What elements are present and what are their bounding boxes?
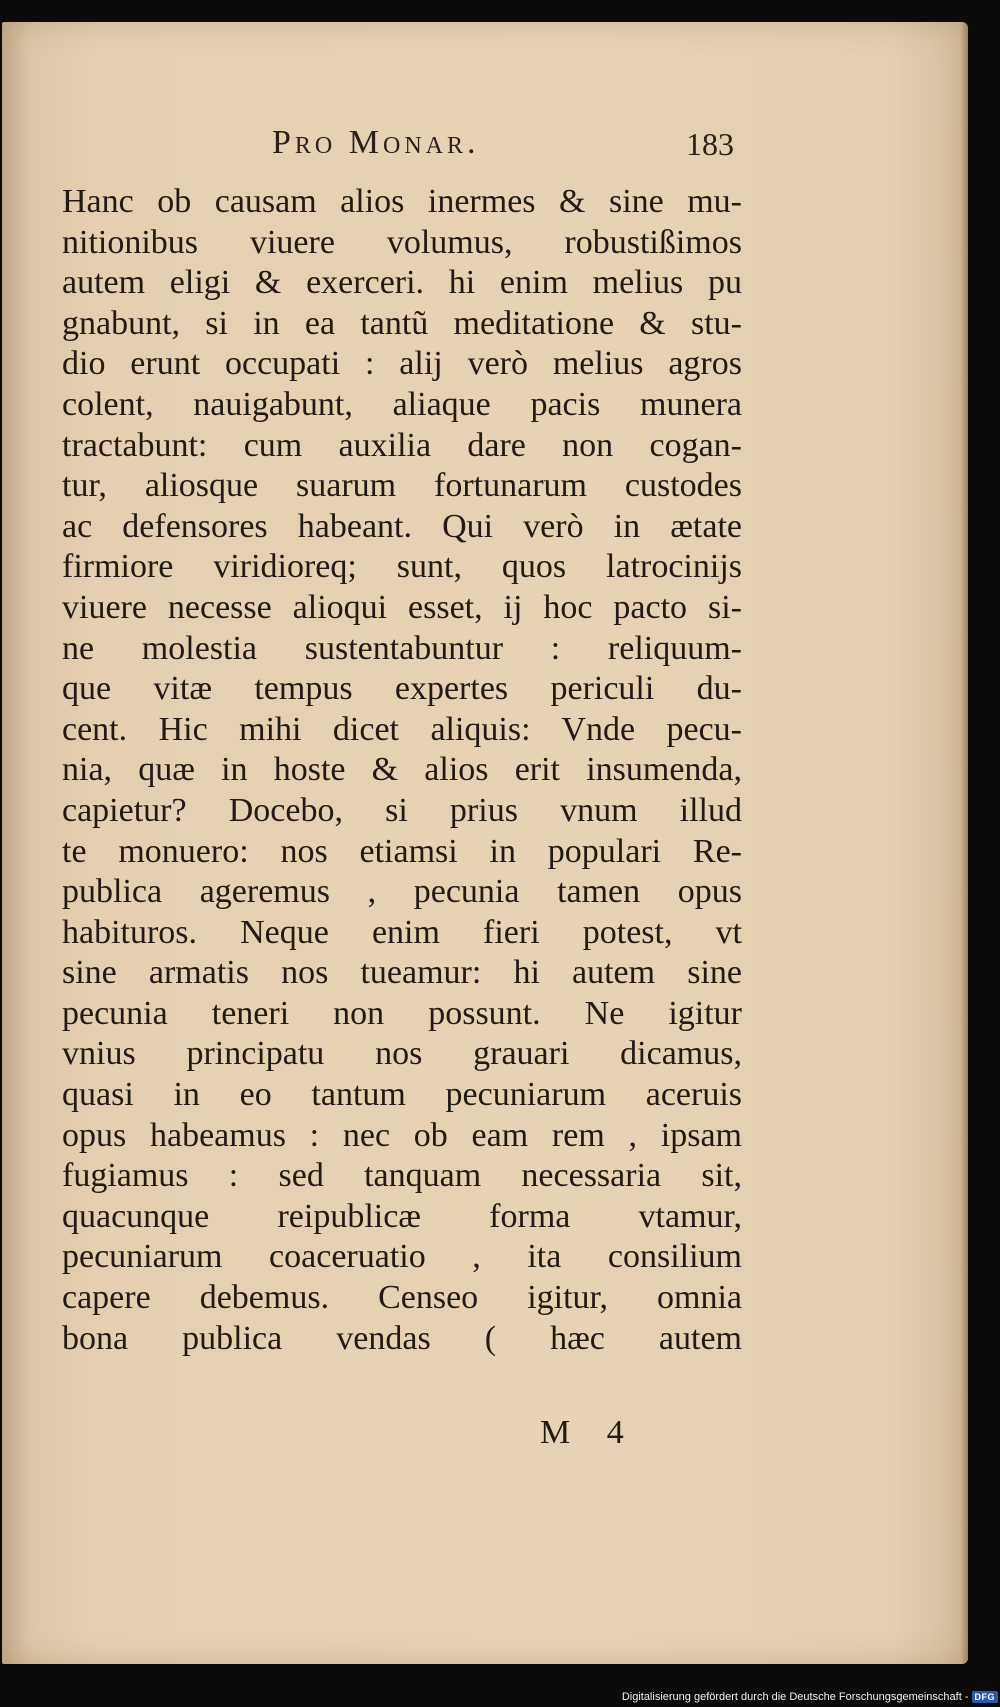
text-line: tractabunt: cum auxilia dare non cogan- bbox=[62, 426, 742, 464]
credit-text: Digitalisierung gefördert durch die Deutsche Forschungsgemeinschaft - bbox=[621, 1691, 969, 1703]
text-line: pecuniarum coaceruatio , ita consilium bbox=[62, 1238, 742, 1276]
body-text bbox=[62, 182, 742, 1359]
text-line: que vitæ tempus expertes periculi du- bbox=[62, 670, 742, 708]
text-line: sine armatis nos tueamur: hi autem sine bbox=[62, 954, 742, 992]
text-line: nitionibus viuere volumus, robustißimos bbox=[62, 223, 742, 261]
text-line: pecunia teneri non possunt. Ne igitur bbox=[62, 994, 742, 1032]
text-line: autem eligi & exerceri. hi enim melius pu bbox=[62, 264, 742, 302]
text-line: quasi in eo tantum pecuniarum aceruis bbox=[62, 1076, 742, 1114]
text-line: nia, quæ in hoste & alios erit insumenda, bbox=[62, 751, 742, 789]
text-line: gnabunt, si in ea tantũ meditatione & stu- bbox=[62, 304, 742, 342]
text-line: bona publica vendas ( hæc autem bbox=[62, 1319, 742, 1357]
text-line: colent, nauigabunt, aliaque pacis munera bbox=[62, 385, 742, 423]
text-line: Hanc ob causam alios inermes & sine mu- bbox=[62, 183, 742, 220]
text-line: viuere necesse alioqui esset, ij hoc pacto si- bbox=[62, 588, 742, 626]
page-header bbox=[2, 124, 968, 174]
text-line: cent. Hic mihi dicet aliquis: Vnde pecu- bbox=[62, 710, 742, 748]
text-line: ne molestia sustentabuntur : reliquum- bbox=[62, 629, 742, 667]
text-line: capere debemus. Censeo igitur, omnia bbox=[62, 1279, 742, 1317]
book-page bbox=[2, 22, 968, 1664]
text-line: firmiore viridioreq; sunt, quos latrocinijs bbox=[62, 548, 742, 586]
running-head: Pro Monar. bbox=[272, 124, 480, 161]
text-line: capietur? Docebo, si prius vnum illud bbox=[62, 791, 742, 829]
text-line: publica ageremus , pecunia tamen opus bbox=[62, 873, 742, 911]
text-line: dio erunt occupati : alij verò melius agros bbox=[62, 345, 742, 383]
text-line: te monuero: nos etiamsi in populari Re- bbox=[62, 832, 742, 870]
text-line: opus habeamus : nec ob eam rem , ipsam bbox=[62, 1116, 742, 1154]
text-line: quacunque reipublicæ forma vtamur, bbox=[62, 1197, 742, 1235]
dfg-logo: DFG bbox=[972, 1691, 999, 1703]
page-edge-shadow bbox=[960, 22, 968, 1664]
text-line: ac defensores habeant. Qui verò in ætate bbox=[62, 507, 742, 545]
page-number: 183 bbox=[686, 126, 734, 162]
text-line: vnius principatu nos grauari dicamus, bbox=[62, 1035, 742, 1073]
text-line: tur, aliosque suarum fortunarum custodes bbox=[62, 467, 742, 505]
signature-mark: M 4 bbox=[540, 1414, 638, 1451]
text-line: habituros. Neque enim fieri potest, vt bbox=[62, 913, 742, 951]
digitization-credit bbox=[622, 1689, 998, 1705]
text-line: fugiamus : sed tanquam necessaria sit, bbox=[62, 1157, 742, 1195]
